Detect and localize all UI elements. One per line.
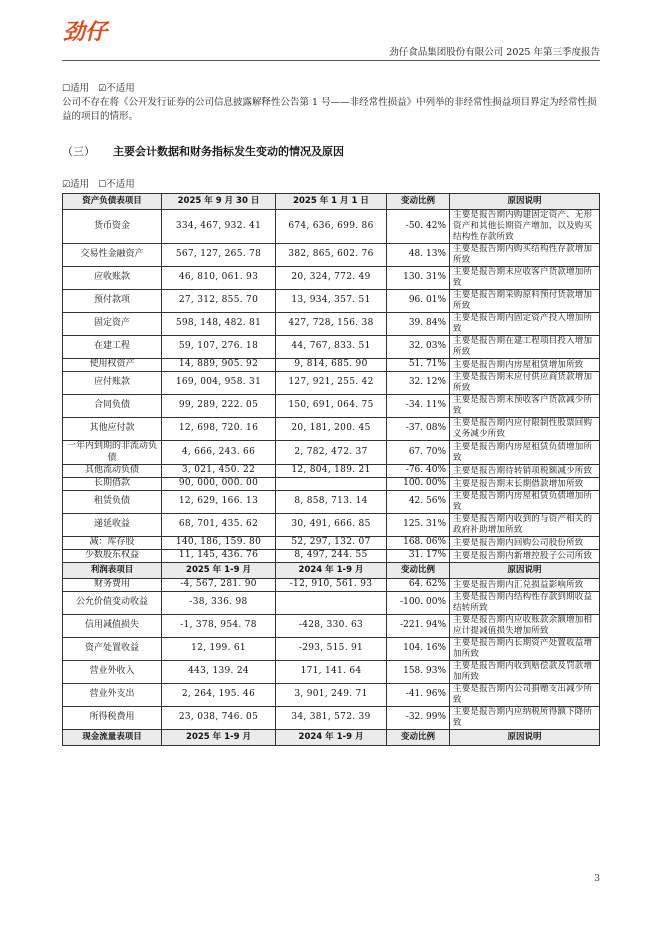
reason-cell: 主要是报告期内结构性存款到期收益结转所致 [450, 592, 600, 615]
table-row [63, 372, 600, 395]
balance-sheet-header-row [63, 194, 600, 210]
financial-changes-table [62, 193, 600, 746]
section-number: （三） [62, 145, 95, 158]
table-row [63, 707, 600, 730]
current-value-cell: 23, 038, 746. 05 [162, 707, 276, 730]
reason-cell: 主要是报告期末应付供应商货款增加所致 [450, 372, 600, 395]
reason-cell: 主要是报告期内房屋租赁负债增加所致 [450, 491, 600, 514]
current-value-cell: 2, 264, 195. 46 [162, 684, 276, 707]
change-ratio-cell: 158. 93% [387, 661, 450, 684]
current-value-cell: 443, 139. 24 [162, 661, 276, 684]
applicability-line-1 [62, 80, 135, 94]
current-value-cell: 90, 000, 000. 00 [162, 478, 276, 491]
item-name-cell: 其他应付款 [63, 418, 162, 441]
item-name-cell: 固定资产 [63, 313, 162, 336]
prior-value-cell: 20, 324, 772. 49 [276, 267, 387, 290]
header-cell: 利润表项目 [63, 563, 162, 579]
item-name-cell: 资产处置收益 [63, 638, 162, 661]
item-name-cell: 递延收益 [63, 514, 162, 537]
prior-value-cell: 382, 865, 602. 76 [276, 244, 387, 267]
current-value-cell: 567, 127, 265. 78 [162, 244, 276, 267]
income-statement-header-row [63, 563, 600, 579]
table-row [63, 661, 600, 684]
change-ratio-cell: -100. 00% [387, 592, 450, 615]
current-value-cell: 4, 666, 243. 66 [162, 441, 276, 465]
item-name-cell: 使用权资产 [63, 359, 162, 372]
prior-value-cell: 8, 497, 244. 55 [276, 550, 387, 563]
table-row [63, 592, 600, 615]
current-value-cell: 334, 467, 932. 41 [162, 210, 276, 244]
current-value-cell: 12, 698, 720. 16 [162, 418, 276, 441]
table-row [63, 395, 600, 418]
prior-value-cell: -428, 330. 63 [276, 615, 387, 638]
reason-cell: 主要是报告期内购买结构性存款增加所致 [450, 244, 600, 267]
reason-cell: 主要是报告期内汇兑损益影响所致 [450, 579, 600, 592]
item-name-cell: 一年内到期的非流动负债 [63, 441, 162, 465]
reason-cell: 主要是报告期末应收客户货款增加所致 [450, 267, 600, 290]
reason-cell: 主要是报告期内应收账款余额增加相应计提减值损失增加所致 [450, 615, 600, 638]
table-row [63, 615, 600, 638]
header-cell: 变动比例 [387, 730, 450, 746]
current-value-cell: 99, 289, 222. 05 [162, 395, 276, 418]
change-ratio-cell: -37. 08% [387, 418, 450, 441]
header-cell: 资产负债表项目 [63, 194, 162, 210]
change-ratio-cell: 51. 71% [387, 359, 450, 372]
change-ratio-cell: -221. 94% [387, 615, 450, 638]
table-row [63, 465, 600, 478]
reason-cell: 主要是报告期内回购公司股份所致 [450, 537, 600, 550]
reason-cell: 主要是报告期内房屋租赁增加所致 [450, 359, 600, 372]
reason-cell: 主要是报告期内房屋租赁负债增加所致 [450, 441, 600, 465]
change-ratio-cell: 168. 06% [387, 537, 450, 550]
change-ratio-cell: 32. 12% [387, 372, 450, 395]
current-value-cell: 14, 889, 905. 92 [162, 359, 276, 372]
reason-cell: 主要是报告期末预收客户货款减少所致 [450, 395, 600, 418]
not-applicable-label: 不适用 [106, 179, 135, 190]
table-row [63, 244, 600, 267]
current-value-cell: 140, 186, 159. 80 [162, 537, 276, 550]
table-row [63, 210, 600, 244]
change-ratio-cell: 130. 31% [387, 267, 450, 290]
applicable-label: 适用 [70, 83, 90, 94]
header-cell: 现金流量表项目 [63, 730, 162, 746]
item-name-cell: 所得税费用 [63, 707, 162, 730]
table-row [63, 267, 600, 290]
change-ratio-cell: 100. 00% [387, 478, 450, 491]
prior-value-cell: 171, 141. 64 [276, 661, 387, 684]
prior-value-cell: -12, 910, 561. 93 [276, 579, 387, 592]
company-logo-mark [62, 16, 114, 44]
item-name-cell: 公允价值变动收益 [63, 592, 162, 615]
change-ratio-cell: 42. 56% [387, 491, 450, 514]
current-value-cell: 11, 145, 436. 76 [162, 550, 276, 563]
current-value-cell: -38, 336. 98 [162, 592, 276, 615]
reason-cell: 主要是报告期内收到的与资产相关的政府补助增加所致 [450, 514, 600, 537]
item-name-cell: 交易性金融资产 [63, 244, 162, 267]
table-row [63, 537, 600, 550]
change-ratio-cell: 104. 16% [387, 638, 450, 661]
checkbox-checked-icon: ☑ [62, 180, 71, 190]
item-name-cell: 应收账款 [63, 267, 162, 290]
header-cell: 原因说明 [450, 194, 600, 210]
reason-cell: 主要是报告期内应纳税所得额下降所致 [450, 707, 600, 730]
prior-value-cell: 12, 804, 189. 21 [276, 465, 387, 478]
change-ratio-cell: -41. 96% [387, 684, 450, 707]
item-name-cell: 长期借款 [63, 478, 162, 491]
reason-cell: 主要是报告期内固定资产投入增加所致 [450, 313, 600, 336]
prior-value-cell: 674, 636, 699. 86 [276, 210, 387, 244]
reason-cell: 主要是报告期内公司捐赠支出减少所致 [450, 684, 600, 707]
current-value-cell: -4, 567, 281. 90 [162, 579, 276, 592]
company-logo [62, 16, 114, 48]
prior-value-cell: 52, 297, 132. 07 [276, 537, 387, 550]
prior-value-cell [276, 478, 387, 491]
reason-cell: 主要是报告期内应付限制性股票回购义务减少所致 [450, 418, 600, 441]
item-name-cell: 其他流动负债 [63, 465, 162, 478]
header-cell: 2025 年 1 月 1 日 [276, 194, 387, 210]
table-row [63, 638, 600, 661]
applicable-label: 适用 [70, 179, 90, 190]
prior-value-cell: 427, 728, 156. 38 [276, 313, 387, 336]
item-name-cell: 租赁负债 [63, 491, 162, 514]
header-cell: 原因说明 [450, 563, 600, 579]
reason-cell: 主要是报告期末长期借款增加所致 [450, 478, 600, 491]
reason-cell: 主要是报告期待转销项税额减少所致 [450, 465, 600, 478]
table-row [63, 491, 600, 514]
reason-cell: 主要是报告期在建工程项目投入增加所致 [450, 336, 600, 359]
reason-cell: 主要是报告期内新增控股子公司所致 [450, 550, 600, 563]
current-value-cell: 68, 701, 435. 62 [162, 514, 276, 537]
prior-value-cell: 9, 814, 685. 90 [276, 359, 387, 372]
prior-value-cell: 13, 934, 357. 51 [276, 290, 387, 313]
header-cell: 2024 年 1-9 月 [276, 730, 387, 746]
current-value-cell: 46, 810, 061. 93 [162, 267, 276, 290]
header-cell: 原因说明 [450, 730, 600, 746]
section-title: 主要会计数据和财务指标发生变动的情况及原因 [113, 145, 344, 158]
table-row [63, 313, 600, 336]
change-ratio-cell: 67. 70% [387, 441, 450, 465]
current-value-cell: 59, 107, 276. 18 [162, 336, 276, 359]
change-ratio-cell: 39. 84% [387, 313, 450, 336]
item-name-cell: 应付账款 [63, 372, 162, 395]
item-name-cell: 货币资金 [63, 210, 162, 244]
change-ratio-cell: 125. 31% [387, 514, 450, 537]
item-name-cell: 财务费用 [63, 579, 162, 592]
table-row [63, 478, 600, 491]
item-name-cell: 合同负债 [63, 395, 162, 418]
logo-text: 劲仔 [63, 20, 108, 44]
current-value-cell: -1, 378, 954. 78 [162, 615, 276, 638]
header-cell: 变动比例 [387, 194, 450, 210]
table-row [63, 418, 600, 441]
prior-value-cell: 8, 858, 713. 14 [276, 491, 387, 514]
header-cell: 2025 年 1-9 月 [162, 563, 276, 579]
prior-value-cell: 2, 782, 472. 37 [276, 441, 387, 465]
header-cell: 变动比例 [387, 563, 450, 579]
change-ratio-cell: -32. 99% [387, 707, 450, 730]
checkbox-icon: ☐ [62, 84, 71, 94]
table-row [63, 290, 600, 313]
item-name-cell: 减：库存股 [63, 537, 162, 550]
prior-value-cell: 127, 921, 255. 42 [276, 372, 387, 395]
item-name-cell: 少数股东权益 [63, 550, 162, 563]
table-row [63, 550, 600, 563]
table-row [63, 514, 600, 537]
report-title: 劲仔食品集团股份有限公司 2025 年第三季度报告 [389, 47, 600, 58]
current-value-cell: 12, 199. 61 [162, 638, 276, 661]
reason-cell: 主要是报告期采购原料预付货款增加所致 [450, 290, 600, 313]
table-row [63, 579, 600, 592]
current-value-cell: 3, 021, 450. 22 [162, 465, 276, 478]
change-ratio-cell: 48. 13% [387, 244, 450, 267]
item-name-cell: 在建工程 [63, 336, 162, 359]
header-divider [62, 60, 600, 61]
change-ratio-cell: 31. 17% [387, 550, 450, 563]
change-ratio-cell: 96. 01% [387, 290, 450, 313]
item-name-cell: 营业外收入 [63, 661, 162, 684]
non-recurring-statement: 公司不存在将《公开发行证券的公司信息披露解释性公告第 1 号——非经常性损益》中列举的非经常性损益项目界定为经常性损益的项目的情形。 [62, 97, 597, 122]
prior-value-cell: 20, 181, 200. 45 [276, 418, 387, 441]
current-value-cell: 12, 629, 166. 13 [162, 491, 276, 514]
checkbox-icon: ☐ [98, 180, 107, 190]
reason-cell: 主要是报告期内购建固定资产、无形资产和其他长期资产增加，以及购买结构性存款所致 [450, 210, 600, 244]
header-cell: 2024 年 1-9 月 [276, 563, 387, 579]
item-name-cell: 信用减值损失 [63, 615, 162, 638]
header-cell: 2025 年 1-9 月 [162, 730, 276, 746]
applicability-line-2 [62, 176, 135, 190]
not-applicable-label: 不适用 [106, 83, 135, 94]
cash-flow-header-row [63, 730, 600, 746]
item-name-cell: 营业外支出 [63, 684, 162, 707]
current-value-cell: 27, 312, 855. 70 [162, 290, 276, 313]
section-heading [62, 143, 344, 159]
reason-cell: 主要是报告期内收到赔偿款及罚款增加所致 [450, 661, 600, 684]
table-row [63, 441, 600, 465]
current-value-cell: 598, 148, 482. 81 [162, 313, 276, 336]
prior-value-cell: 150, 691, 064. 75 [276, 395, 387, 418]
table-row [63, 336, 600, 359]
change-ratio-cell: -76. 40% [387, 465, 450, 478]
table-row [63, 359, 600, 372]
current-value-cell: 169, 004, 958. 31 [162, 372, 276, 395]
prior-value-cell: -293, 515. 91 [276, 638, 387, 661]
prior-value-cell: 30, 491, 666. 85 [276, 514, 387, 537]
prior-value-cell: 3, 901, 249. 71 [276, 684, 387, 707]
prior-value-cell [276, 592, 387, 615]
item-name-cell: 预付款项 [63, 290, 162, 313]
prior-value-cell: 34, 381, 572. 39 [276, 707, 387, 730]
change-ratio-cell: 64. 62% [387, 579, 450, 592]
checkbox-checked-icon: ☑ [98, 84, 107, 94]
header-cell: 2025 年 9 月 30 日 [162, 194, 276, 210]
table-row [63, 684, 600, 707]
prior-value-cell: 44, 767, 833. 51 [276, 336, 387, 359]
change-ratio-cell: 32. 03% [387, 336, 450, 359]
change-ratio-cell: -50. 42% [387, 210, 450, 244]
reason-cell: 主要是报告期内长期资产处置收益增加所致 [450, 638, 600, 661]
change-ratio-cell: -34. 11% [387, 395, 450, 418]
page-number: 3 [594, 874, 600, 884]
